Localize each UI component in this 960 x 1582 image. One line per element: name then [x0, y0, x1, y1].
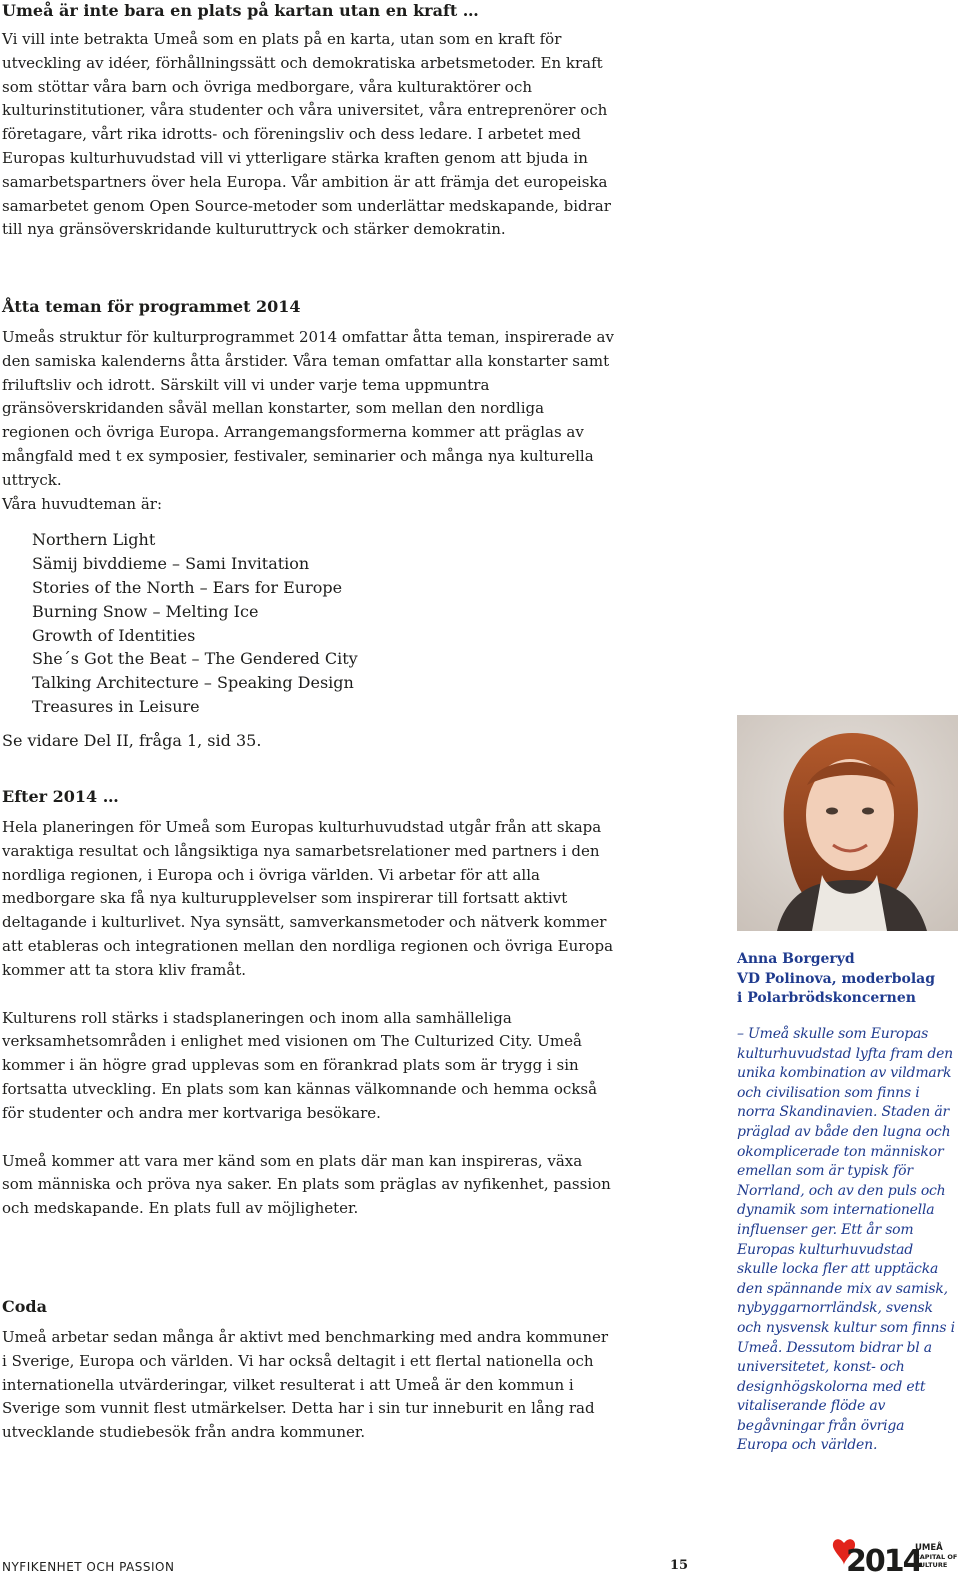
- theme-item: Northern Light: [32, 530, 156, 550]
- portrait-photo: [737, 715, 958, 931]
- theme-item: Sämij bivddieme – Sami Invitation: [32, 554, 310, 574]
- section-after-2014: [2, 786, 614, 1221]
- page-number: 15: [670, 1558, 689, 1573]
- umea-2014-logo: [830, 1535, 958, 1579]
- after-paragraph-2: Kulturens roll stärks i stadsplaneringen och inom alla samhälleliga verksamhetsområden i enlighet med visionen om The Culturized City. Umeå kommer i än högre grad upplevas som en förankrad plats som är trygg i sin fortsatta utveckling. En plats som kan kännas välkomnande och hemma också för studenter och andra mer kortvariga besökare.: [2, 1008, 598, 1122]
- theme-item: Treasures in Leisure: [32, 696, 200, 716]
- section-intro: [2, 0, 614, 242]
- themes-list: [2, 528, 614, 718]
- sidebar-quote: – Umeå skulle som Europas kulturhuvudstad lyfta fram den unika kombination av vildmark och civilisation som finns i norra Skandinavien. Staden är präglad av både den lugna och okomplicerade ton människor emellan som är typisk för Norrland, och av den puls och dynamik som internationella influenser ger. Ett år som Europas kulturhuvudstad skulle locka fler att upptäcka den spännande mix av samisk, nybyggarnorrländsk, svensk och nysvensk kultur som finns i Umeå. Dessutom bidrar bl a universitetet, konst- och designhögskolorna med ett vitaliserande flöde av begåvningar från övriga Europa och världen.: [737, 1026, 955, 1454]
- logo-word-3: CULTURE: [915, 1561, 948, 1569]
- heading-coda: Coda: [2, 1297, 47, 1316]
- heading-themes: Åtta teman för programmet 2014: [2, 297, 301, 316]
- section-themes: [2, 296, 614, 753]
- footer-title: NYFIKENHET OCH PASSION: [2, 1560, 175, 1574]
- intro-body: Vi vill inte betrakta Umeå som en plats på en karta, utan som en kraft för utveckling av idéer, förhållningssätt och demokratiska arbetsmetoder. En kraft som stöttar våra barn och övriga medborgare, våra kulturaktörer och kulturinstitutioner, våra studenter och våra universitet, våra entreprenörer och företagare, vårt rika idrotts- och föreningsliv och dess ledare. I arbetet med Europas kulturhuvudstad vill vi ytterligare stärka kraften genom att bjuda in samarbetspartners över hela Europa. Vår ambition är att främja det europeiska samarbetet genom Open Source-metoder som underlättar medskapande, bidrar till nya gränsöverskridande kulturuttryck och stärker demokratin.: [2, 30, 611, 239]
- caption-role-line-1: VD Polinova, moderbolag: [737, 970, 936, 987]
- photo-caption: [737, 950, 958, 1009]
- see-more-reference: Se vidare Del II, fråga 1, sid 35.: [2, 730, 262, 750]
- heading-after-2014: Efter 2014 …: [2, 787, 119, 806]
- logo-word-1: UMEÅ: [915, 1543, 943, 1553]
- theme-item: She´s Got the Beat – The Gendered City: [32, 649, 358, 669]
- caption-name: Anna Borgeryd: [737, 951, 855, 967]
- after-paragraph-3: Umeå kommer att vara mer känd som en plats där man kan inspireras, växa som människa och pröva nya saker. En plats som präglas av nyfikenhet, passion och medskapande. En plats full av möjligheter.: [2, 1151, 611, 1218]
- theme-item: Burning Snow – Melting Ice: [32, 601, 259, 621]
- theme-item: Growth of Identities: [32, 625, 196, 645]
- theme-item: Talking Architecture – Speaking Design: [32, 673, 354, 693]
- logo-number: 2014: [846, 1544, 922, 1579]
- themes-intro-line: Våra huvudteman är:: [2, 494, 163, 513]
- after-paragraph-1: Hela planeringen för Umeå som Europas kulturhuvudstad utgår från att skapa varaktiga resultat och långsiktiga nya samarbetsrelationer med partners i den nordliga regionen, i Europa och i övriga världen. Vi arbetar för att alla medborgare ska få nya kulturupplevelser som inspirerar till fortsatt aktivt deltagande i kulturlivet. Nya synsätt, samverkansmetoder och nätverk kommer att etableras och integrationen mellan den nordliga regionen och övriga Europa kommer att ta stora kliv framåt.: [2, 818, 614, 979]
- logo-word-2: CAPITAL OF: [915, 1553, 958, 1561]
- themes-body: Umeås struktur för kulturprogrammet 2014 omfattar åtta teman, inspirerade av den samiska kalenderns åtta årstider. Våra teman omfattar alla konstarter samt friluftsliv och idrott. Särskilt vill vi under varje tema uppmuntra gränsöverskridanden såväl mellan konstarter, som mellan den nordliga regionen och övriga Europa. Arrangemangsformerna kommer att präglas av mångfald med t ex symposier, festivaler, seminarier och många nya kulturella uttryck.: [2, 328, 614, 489]
- portrait-illustration: [737, 715, 958, 931]
- coda-body: Umeå arbetar sedan många år aktivt med benchmarking med andra kommuner i Sverige, Europa och världen. Vi har också deltagit i ett flertal nationella och internationella utvärderingar, vilket resulterat i att Umeå är den kommun i Sverige som vunnit flest utmärkelser. Detta har i sin tur inneburit en lång rad utvecklande studiebesök från andra kommuner.: [2, 1328, 609, 1442]
- heading-intro: Umeå är inte bara en plats på kartan utan en kraft …: [2, 1, 479, 20]
- caption-role-line-2: i Polarbrödskoncernen: [737, 990, 916, 1006]
- theme-item: Stories of the North – Ears for Europe: [32, 577, 343, 597]
- section-coda: [2, 1296, 614, 1445]
